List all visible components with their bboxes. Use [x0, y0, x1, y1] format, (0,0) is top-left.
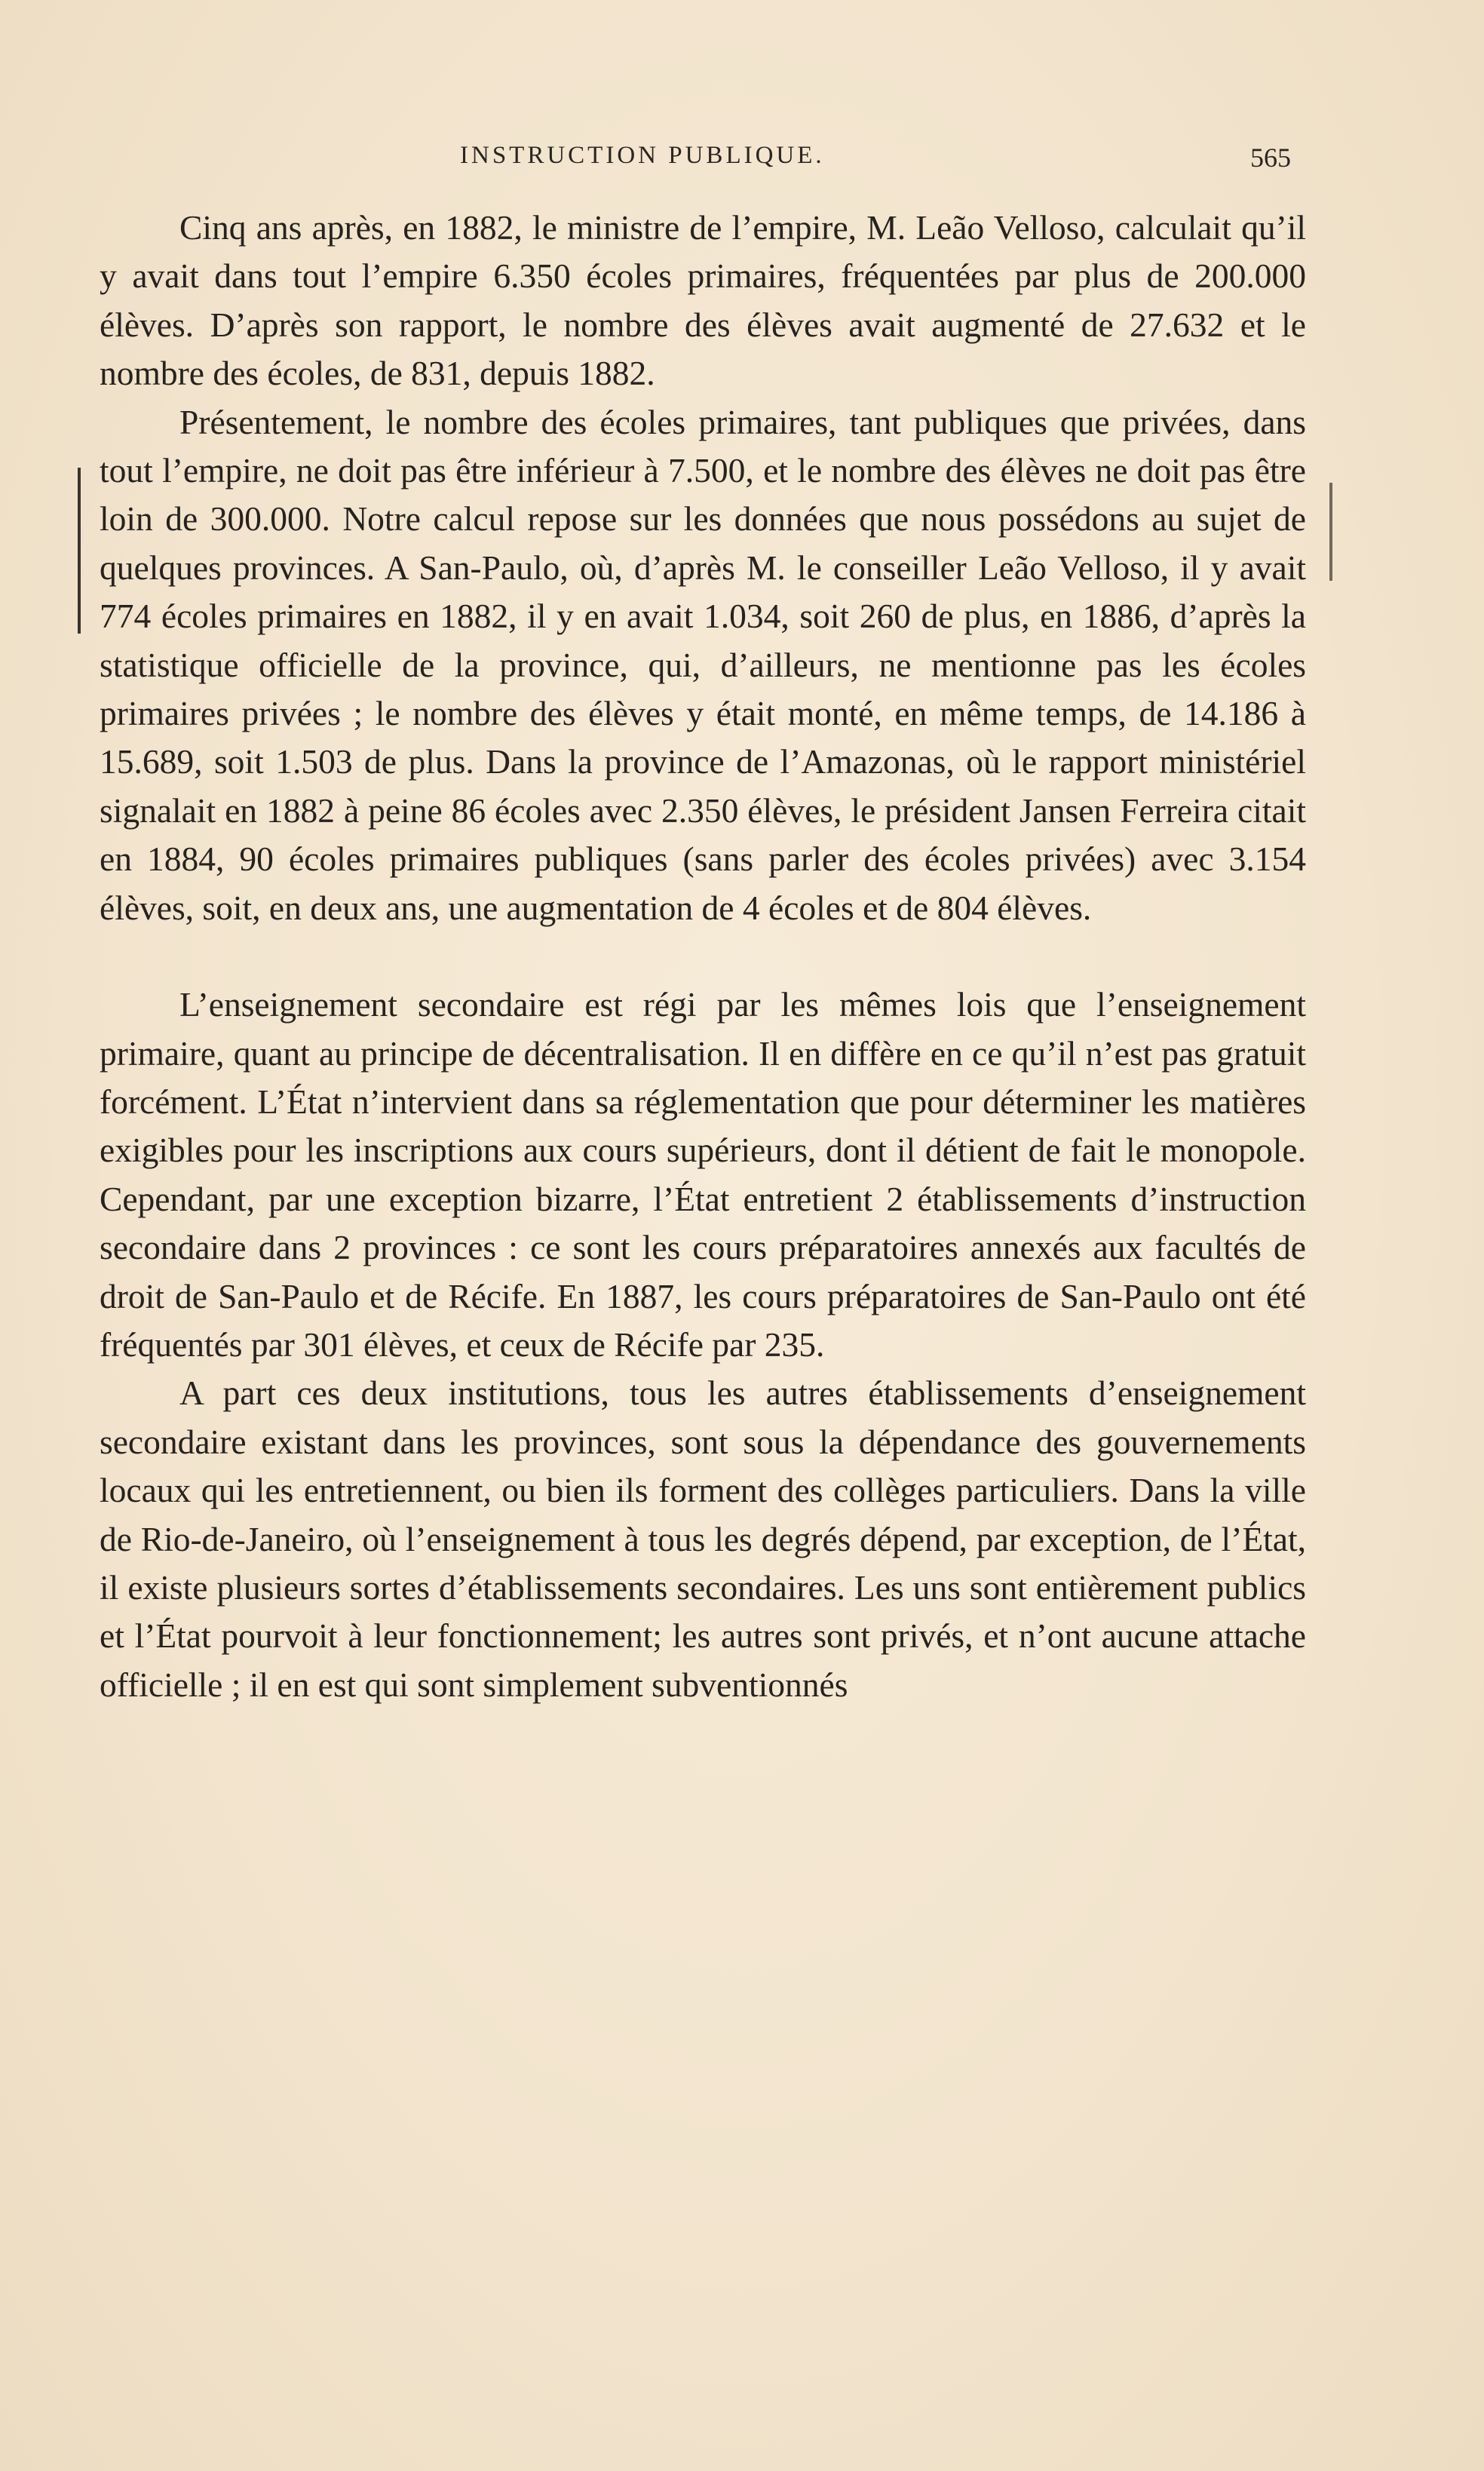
running-title: INSTRUCTION PUBLIQUE. — [460, 142, 825, 169]
page-number: 565 — [1250, 143, 1291, 173]
paragraph: Cinq ans après, en 1882, le ministre de l’empire, M. Leão Velloso, calculait qu’il y avait dans tout l’empire 6.350 écoles primaires, fréquentées par plus de 200.000 élèves. D’après son rapport, le nombre des élèves avait augmenté de 27.632 et le nombre des écoles, de 831, depuis 1882. — [100, 208, 1306, 393]
body-text — [100, 204, 1306, 1709]
margin-mark-left — [78, 468, 81, 634]
paragraph: A part ces deux institutions, tous les autres établissements d’enseignement secondaire existant dans les provinces, sont sous la dépendance des gouvernements locaux qui les entretiennent, ou bien ils forment des collèges particuliers. Dans la ville de Rio-de-Janeiro, où l’enseignement à tous les degrés dépend, par exception, de l’État, il existe plusieurs sortes d’établissements secondaires. Les uns sont entièrement publics et l’État pourvoit à leur fonctionnement; les autres sont privés, et n’ont aucune attache officielle ; il en est qui sont simplement subventionnés — [100, 1374, 1306, 1704]
paragraph: Présentement, le nombre des écoles primaires, tant publiques que privées, dans tout l’empire, ne doit pas être inférieur à 7.500, et le nombre des élèves ne doit pas être loin de 300.000. Notre calcul repose sur les données que nous possédons au sujet de quelques provinces. A San-Paulo, où, d’après M. le conseiller Leão Velloso, il y avait 774 écoles primaires en 1882, il y en avait 1.034, soit 260 de plus, en 1886, d’après la statistique officielle de la province, qui, d’ailleurs, ne mentionne pas les écoles primaires privées ; le nombre des élèves y était monté, en même temps, de 14.186 à 15.689, soit 1.503 de plus. Dans la province de l’Amazonas, où le rapport ministériel signalait en 1882 à peine 86 écoles avec 2.350 élèves, le président Jansen Ferreira citait en 1884, 90 écoles primaires publiques (sans parler des écoles privées) avec 3.154 élèves, soit, en deux ans, une augmentation de 4 écoles et de 804 élèves. — [100, 402, 1306, 927]
paragraph: L’enseignement secondaire est régi par les mêmes lois que l’enseignement primaire, quant au principe de décentralisation. Il en diffère en ce qu’il n’est pas gratuit forcément. L’État n’intervient dans sa réglementation que pour déterminer les matières exigibles pour les inscriptions aux cours supérieurs, dont il détient de fait le monopole. Cependant, par une exception bizarre, l’État entretient 2 établissements d’instruction secondaire dans 2 provinces : ce sont les cours préparatoires annexés aux facultés de droit de San-Paulo et de Récife. En 1887, les cours préparatoires de San-Paulo ont été fréquentés par 301 élèves, et ceux de Récife par 235. — [100, 985, 1306, 1364]
margin-mark-right — [1329, 483, 1332, 581]
page-header — [100, 142, 1291, 180]
